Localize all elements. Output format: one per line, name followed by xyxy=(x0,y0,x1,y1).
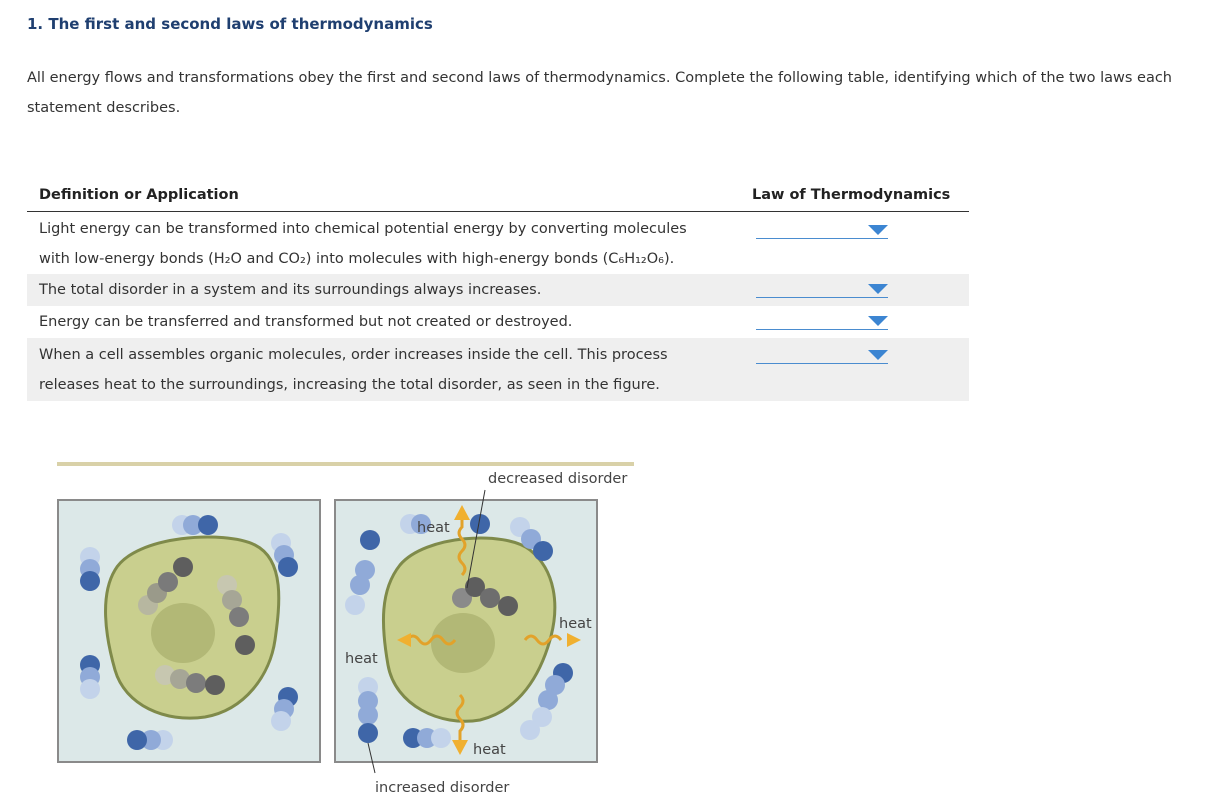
table-row xyxy=(27,212,969,274)
caret-down-icon[interactable] xyxy=(868,284,888,294)
table-row xyxy=(27,274,969,306)
label-heat-right: heat xyxy=(559,616,592,632)
row-text-line: Energy can be transferred and transformed but not created or destroyed. xyxy=(39,314,573,330)
row-text-line: The total disorder in a system and its surroundings always increases. xyxy=(39,282,542,298)
row-text-line: When a cell assembles organic molecules, order increases inside the cell. This process xyxy=(39,347,668,363)
caret-down-icon[interactable] xyxy=(868,316,888,326)
law-dropdown-1[interactable] xyxy=(756,222,888,239)
disorder-figure xyxy=(55,455,645,805)
table-header xyxy=(27,182,969,212)
law-dropdown-4[interactable] xyxy=(756,347,888,364)
row-text-line: with low-energy bonds (H₂O and CO₂) into molecules with high-energy bonds (C₆H₁₂O₆). xyxy=(39,251,675,267)
nucleus-right xyxy=(431,613,495,673)
column-header-law: Law of Thermodynamics xyxy=(752,187,951,203)
cell-diagram xyxy=(55,455,645,805)
column-header-definition: Definition or Application xyxy=(39,187,239,203)
figure-top-rule xyxy=(57,462,634,466)
label-heat-top: heat xyxy=(417,520,450,536)
nucleus-left xyxy=(151,603,215,663)
table-row xyxy=(27,306,969,338)
label-heat-left: heat xyxy=(345,651,378,667)
law-dropdown-2[interactable] xyxy=(756,281,888,298)
law-dropdown-3[interactable] xyxy=(756,313,888,330)
row-text-line: releases heat to the surroundings, increasing the total disorder, as seen in the figure. xyxy=(39,377,660,393)
intro-text: All energy flows and transformations obey the first and second laws of thermodynamics. Complete the following table, identifying which of the two laws each statement describes. xyxy=(27,70,1172,116)
caret-down-icon[interactable] xyxy=(868,225,888,235)
row-text-line: Light energy can be transformed into chemical potential energy by converting molecules xyxy=(39,221,687,237)
label-increased-disorder: increased disorder xyxy=(375,780,510,796)
label-decreased-disorder: decreased disorder xyxy=(488,471,628,487)
table-row xyxy=(27,338,969,401)
laws-table xyxy=(27,182,969,401)
page-title: 1. The first and second laws of thermodynamics xyxy=(27,15,433,33)
label-heat-bottom: heat xyxy=(473,742,506,758)
caret-down-icon[interactable] xyxy=(868,350,888,360)
